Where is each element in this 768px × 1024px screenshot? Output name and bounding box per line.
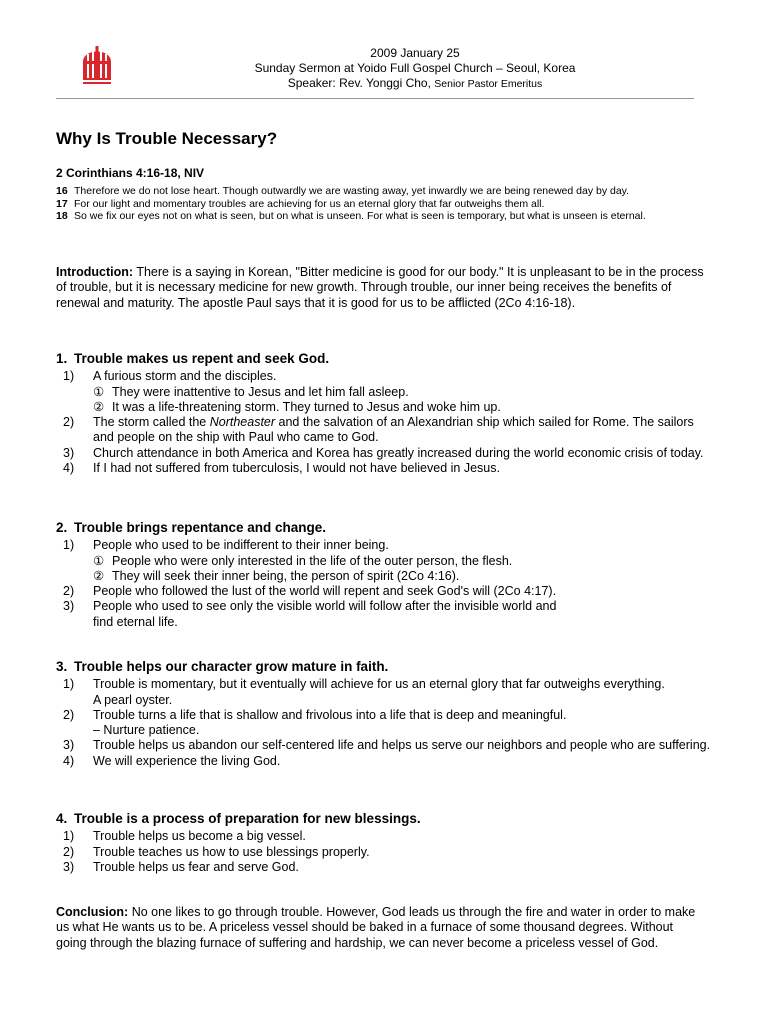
section-number: 1.: [56, 351, 68, 366]
introduction-text: There is a saying in Korean, "Bitter medicine is good for our body." It is unpleasant to be in the process of trouble, but it is necessary medicine for new growth. Through trouble, our inner being receives the benefits of renewal and maturity. The apostle Paul says that it is good for us to be afflicted (2Co 4:16-18).: [56, 265, 704, 310]
list-item: [56, 708, 716, 739]
item-text: If I had not suffered from tuberculosis, I would not have believed in Jesus.: [93, 461, 500, 476]
section-number: 3.: [56, 659, 68, 674]
sub-item: [56, 554, 716, 569]
section-heading: [56, 659, 716, 674]
item-number: 3): [63, 859, 75, 874]
item-number: 1): [63, 829, 75, 844]
item-text: We will experience the living God.: [93, 753, 281, 768]
item-text: [93, 599, 716, 630]
item-text: [93, 415, 716, 446]
item-text: Trouble teaches us how to use blessings properly.: [93, 844, 370, 859]
sub-item-marker: ①: [93, 553, 105, 568]
item-text: [93, 708, 716, 739]
list-item: [56, 446, 716, 461]
introduction: [56, 265, 706, 311]
sub-item: [56, 569, 716, 584]
item-text-line: People who used to see only the visible world will follow after the invisible world and: [93, 599, 557, 614]
item-text: Trouble helps us become a big vessel.: [93, 829, 306, 844]
sub-item-text: They were inattentive to Jesus and let him fall asleep.: [112, 384, 409, 399]
sub-item-text: People who were only interested in the life of the outer person, the flesh.: [112, 553, 513, 568]
item-text: Trouble is momentary, but it eventually will achieve for us an eternal glory that far outweighs everything. A pearl oyster.: [93, 677, 665, 707]
verse: [56, 185, 696, 198]
sub-item-marker: ①: [93, 384, 105, 399]
church-logo-icon: [80, 40, 114, 90]
verse-number: 16: [56, 185, 68, 197]
conclusion-text: No one likes to go through trouble. However, God leads us through the fire and water in order to make us what He wants us to be. A priceless vessel should be baked in a furnace of some thousand degrees. Without going through the blazing furnace of suffering and hardship, we can never become a priceless vessel of God.: [56, 905, 696, 950]
item-text-line: find eternal life.: [93, 614, 178, 629]
item-number: 3): [63, 599, 75, 614]
item-text: Church attendance in both America and Korea has greatly increased during the world economic crisis of today.: [93, 445, 704, 460]
verse-text: So we fix our eyes not on what is seen, but on what is unseen. For what is seen is temporary, but what is unseen is eternal.: [74, 210, 646, 222]
sermon-date: 2009 January 25: [370, 46, 460, 60]
list-item: [56, 599, 716, 630]
sermon-title: Why Is Trouble Necessary?: [56, 129, 278, 148]
item-text-part: and the salvation of an Alexandrian ship which sailed for Rome. The sailors and people on the ship with Paul who came to God.: [93, 415, 694, 445]
item-number: 2): [63, 707, 75, 722]
conclusion: [56, 905, 706, 951]
sermon-header: [150, 46, 680, 92]
list-item: [56, 829, 716, 844]
sub-item-marker: ②: [93, 568, 105, 583]
verse-text: For our light and momentary troubles are achieving for us an eternal glory that far outweighs them all.: [74, 197, 545, 210]
list-item: [56, 584, 716, 599]
item-number: 4): [63, 753, 75, 768]
item-text: People who used to be indifferent to their inner being.: [93, 538, 389, 553]
item-text-part: The storm called the: [93, 415, 210, 430]
section-title: Trouble brings repentance and change.: [74, 520, 327, 535]
section-title: Trouble makes us repent and seek God.: [74, 351, 330, 366]
sub-item-text: They will seek their inner being, the person of spirit (2Co 4:16).: [112, 568, 460, 583]
verse-number: 18: [56, 210, 68, 222]
item-text: Trouble helps us fear and serve God.: [93, 859, 299, 874]
section-heading: [56, 520, 716, 535]
list-item: [56, 860, 716, 875]
item-number: 3): [63, 738, 75, 753]
verse: [56, 210, 696, 223]
section-1: [56, 351, 716, 476]
list-item: [56, 415, 716, 446]
sub-item: [56, 400, 716, 415]
list-item: [56, 754, 716, 769]
item-note: – Nurture patience.: [93, 723, 200, 738]
section-number: 4.: [56, 811, 68, 826]
ship-name: Northeaster: [209, 415, 276, 430]
item-number: 3): [63, 445, 75, 460]
item-text: A furious storm and the disciples.: [93, 369, 277, 384]
item-number: 4): [63, 461, 75, 476]
speaker-name: Speaker: Rev. Yonggi Cho,: [287, 76, 431, 90]
sub-item: [56, 385, 716, 400]
item-text-line: Trouble turns a life that is shallow and frivolous into a life that is deep and meaningful.: [93, 707, 567, 722]
scripture-verses: [56, 185, 696, 223]
sub-item-text: It was a life-threatening storm. They turned to Jesus and woke him up.: [112, 399, 501, 414]
item-number: 1): [63, 538, 75, 553]
section-2: [56, 520, 716, 630]
sermon-speaker: [150, 76, 680, 92]
list-item: [56, 677, 716, 708]
list-item: [56, 538, 716, 553]
verse-number: 17: [56, 197, 68, 210]
list-item: [56, 845, 716, 860]
verse: [56, 198, 696, 211]
list-item: [56, 738, 716, 753]
item-text: People who followed the lust of the world will repent and seek God's will (2Co 4:17).: [93, 584, 557, 599]
list-item: [56, 461, 716, 476]
list-item: [56, 369, 716, 384]
sermon-event: Sunday Sermon at Yoido Full Gospel Church – Seoul, Korea: [254, 61, 576, 75]
item-number: 2): [63, 844, 75, 859]
item-number: 2): [63, 415, 75, 430]
scripture-reference: 2 Corinthians 4:16-18, NIV: [56, 166, 205, 180]
section-heading: [56, 811, 716, 826]
header-divider: [56, 98, 694, 99]
section-number: 2.: [56, 520, 68, 535]
section-title: Trouble is a process of preparation for new blessings.: [74, 811, 421, 826]
item-number: 2): [63, 584, 75, 599]
section-title: Trouble helps our character grow mature in faith.: [74, 659, 389, 674]
item-number: 1): [63, 677, 75, 692]
speaker-role: Senior Pastor Emeritus: [434, 78, 543, 90]
item-text: Trouble helps us abandon our self-centered life and helps us serve our neighbors and people who are suffering.: [93, 738, 711, 753]
section-3: [56, 659, 716, 769]
introduction-label: Introduction:: [56, 265, 134, 279]
verse-text: Therefore we do not lose heart. Though outwardly we are wasting away, yet inwardly we are being renewed day by day.: [74, 185, 630, 197]
section-heading: [56, 351, 716, 366]
section-4: [56, 811, 716, 875]
item-number: 1): [63, 369, 75, 384]
sub-item-marker: ②: [93, 399, 105, 414]
conclusion-label: Conclusion:: [56, 905, 129, 919]
